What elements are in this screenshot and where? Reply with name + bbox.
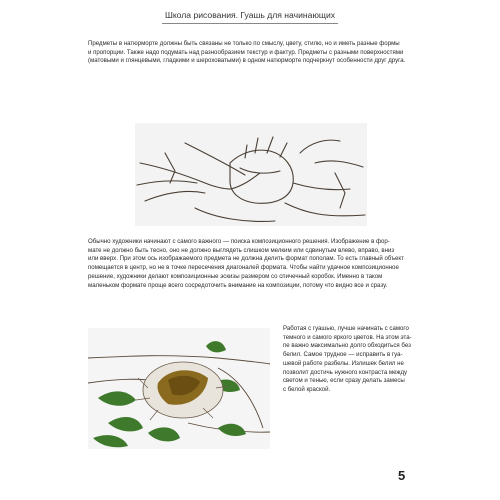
text-line: (матовыми и глянцевыми, гладкими и шероховатыми) в одном натюрморте подчеркнут особенности друг друга. — [88, 57, 406, 65]
text-line: Предметы в натюрморте должны быть связаны не только по смыслу, цвету, стилю, но и иметь разные формы — [88, 40, 400, 47]
text-line: решение, художники делают композиционные эскизы размером со спичечный коробок. Именно в таком — [88, 272, 383, 280]
text-line: с белой краской. — [283, 385, 331, 393]
text-line: пе важно максимально долго обходиться без — [283, 342, 411, 350]
text-line: Работая с гуашью, лучше начинать с самого — [283, 325, 409, 332]
painting-figure — [88, 328, 270, 449]
sketch-figure — [135, 123, 367, 226]
text-line: белил. Самое трудное — исправить в гуа- — [283, 351, 403, 359]
text-line: и пропорции. Также надо подумать над разнообразием текстур и фактур. Предметы с разными поверхностями — [88, 48, 404, 56]
text-line: Обычно художники начинают с самого важного — поиска композиционного решения. Изображение в фор- — [88, 238, 390, 245]
text-line: мате не должно быть тесно, оно не должно выглядеть слишком мелким или сдвинутым влево, вправо, вниз — [88, 246, 395, 254]
header-rule — [162, 23, 338, 24]
text-line: шевой работе разбелы. Излишек белил не — [283, 359, 404, 367]
page-header: Школа рисования. Гуашь для начинающих — [164, 10, 336, 20]
page-number: 5 — [398, 468, 406, 483]
text-line: светом и тенью, если сразу делать замесы — [283, 377, 405, 385]
paragraph-2 — [88, 238, 414, 290]
text-line: маленьком формате проще всего сосредоточить внимание на композиции, потому что видно все и сразу. — [88, 281, 388, 289]
text-line: темного и самого яркого цветов. На этом эта- — [283, 333, 412, 341]
paragraph-1 — [88, 40, 414, 66]
text-line: позволит достичь нужного контраста между — [283, 368, 408, 376]
text-line: помещается в центр, но не в точке пересечения диагоналей формата. Чтобы найти удачное композиционное — [88, 264, 399, 272]
paragraph-3 — [283, 325, 414, 395]
text-line: или вверх. При этом ось изображаемого предмета не должна делить формат пополам. То есть главный объект — [88, 255, 404, 263]
